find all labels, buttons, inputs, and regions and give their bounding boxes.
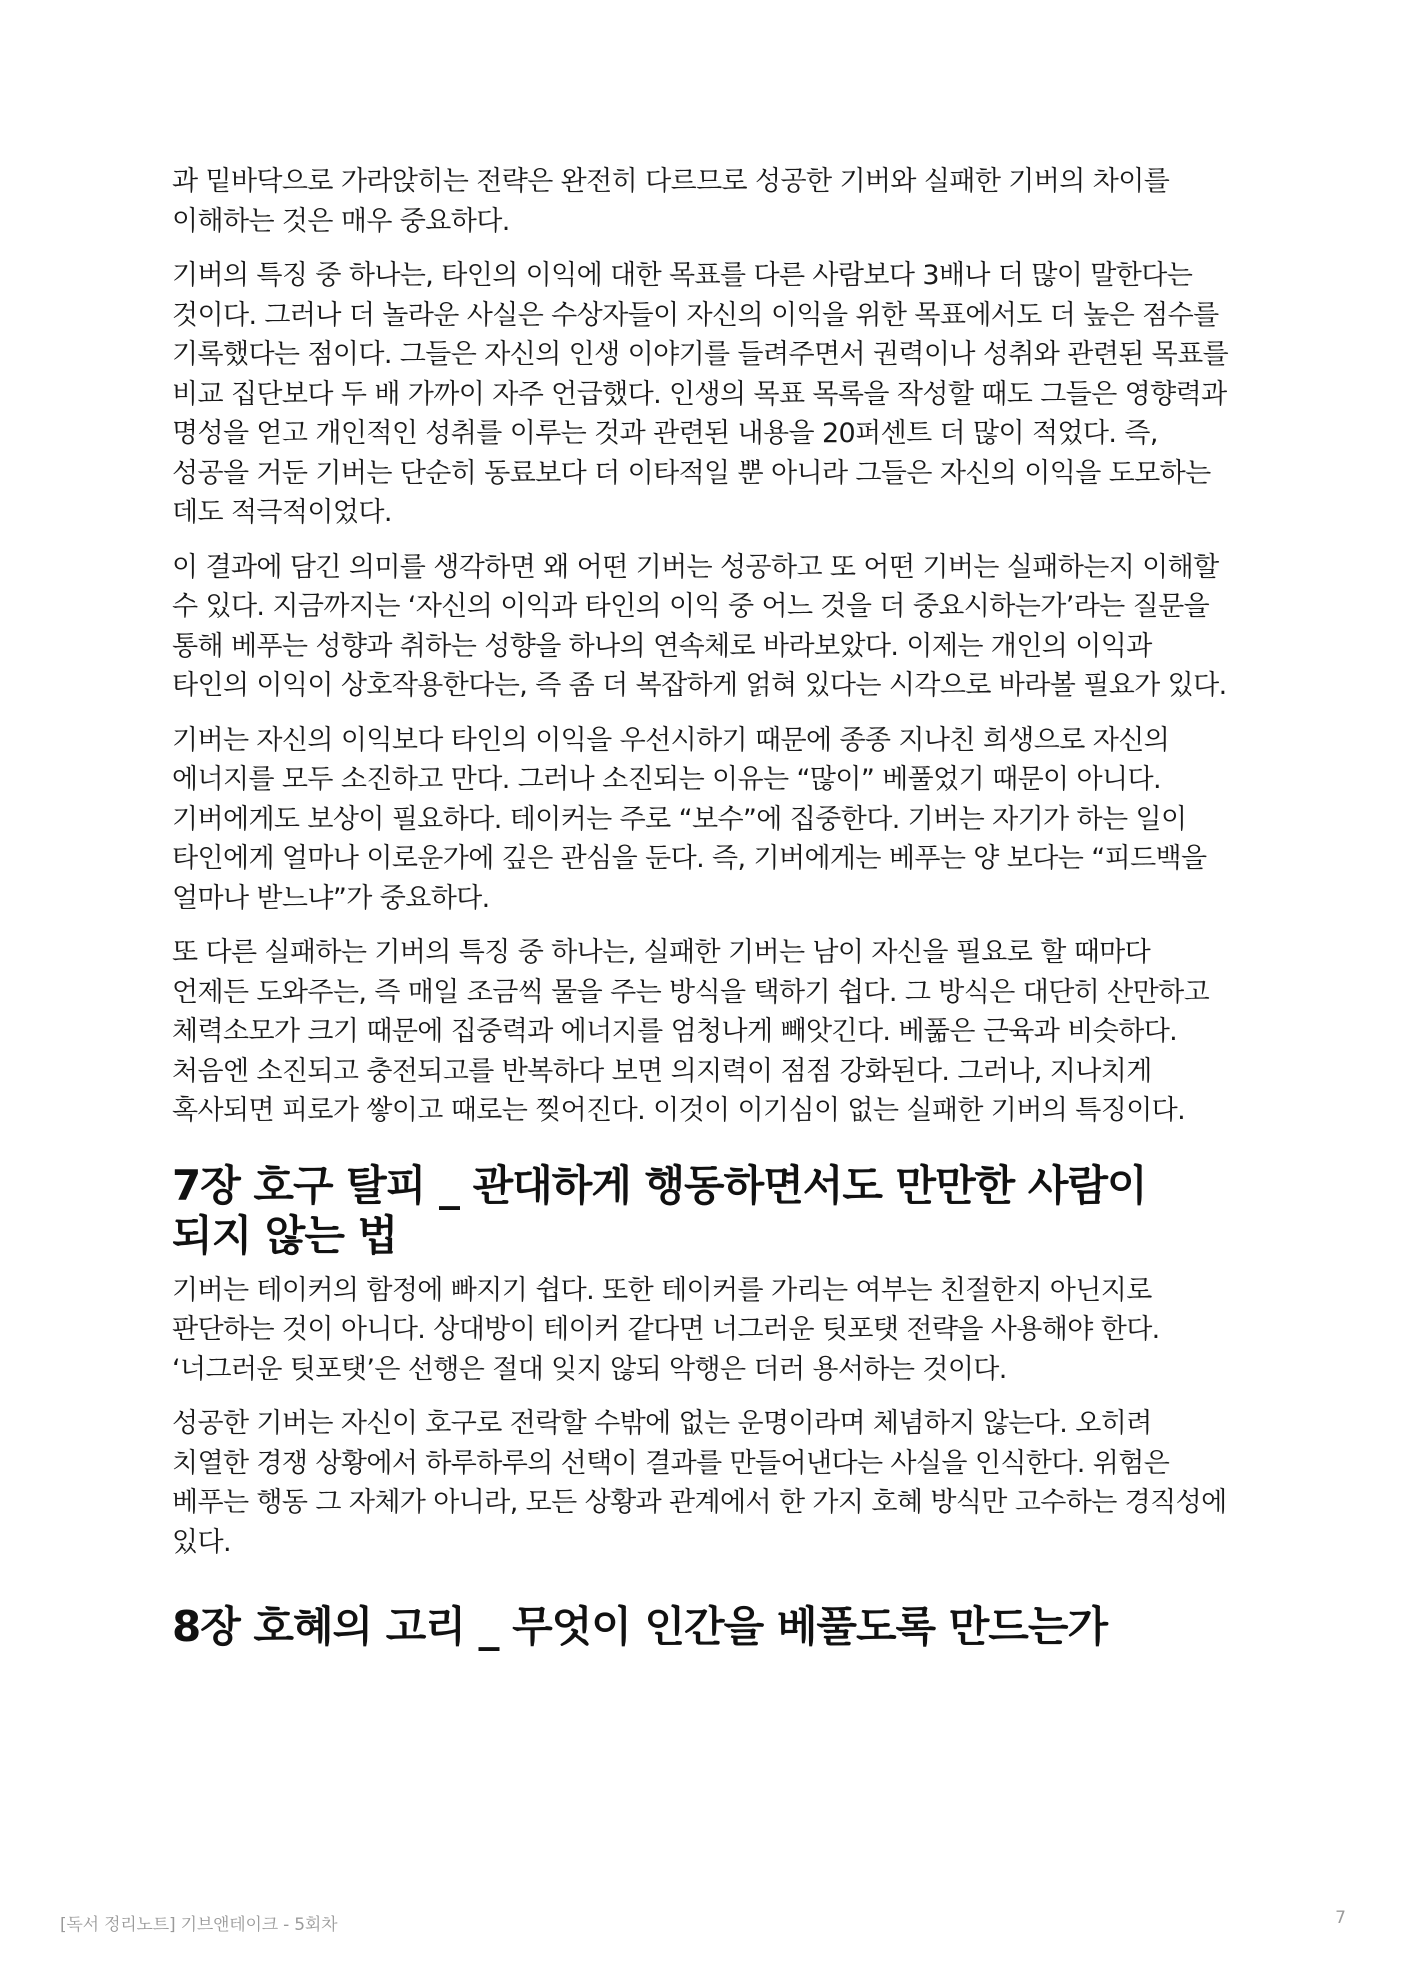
page-number: 7: [1335, 1908, 1346, 1928]
body-paragraph: 기버의 특징 중 하나는, 타인의 이익에 대한 목표를 다른 사람보다 3배나 더 많이 말한다는 것이다. 그러나 더 놀라운 사실은 수상자들이 자신의 이익을 위한 목표에서도 더 높은 점수를 기록했다는 점이다. 그들은 자신의 인생 이야기를 들려주면서 권력이나 성취와 관련된 목표를 비교 집단보다 두 배 가까이 자주 언급했다. 인생의 목표 목록을 작성할 때도 그들은 영향력과 명성을 얻고 개인적인 성취를 이루는 것과 관련된 내용을 20퍼센트 더 많이 적었다. 즉, 성공을 거둔 기버는 단순히 동료보다 더 이타적일 뿐 아니라 그들은 자신의 이익을 도모하는 데도 적극적이었다.: [172, 260, 1229, 528]
document-body: [172, 162, 1232, 1662]
body-paragraph: 과 밑바닥으로 가라앉히는 전략은 완전히 다르므로 성공한 기버와 실패한 기버의 차이를 이해하는 것은 매우 중요하다.: [172, 166, 1170, 237]
body-paragraph: 또 다른 실패하는 기버의 특징 중 하나는, 실패한 기버는 남이 자신을 필요로 할 때마다 언제든 도와주는, 즉 매일 조금씩 물을 주는 방식을 택하기 쉽다. 그 방식은 대단히 산만하고 체력소모가 크기 때문에 집중력과 에너지를 엄청나게 빼앗긴다. 베풂은 근육과 비슷하다. 처음엔 소진되고 충전되고를 반복하다 보면 의지력이 점점 강화된다. 그러나, 지나치게 혹사되면 피로가 쌓이고 때로는 찢어진다. 이것이 이기심이 없는 실패한 기버의 특징이다.: [172, 937, 1210, 1126]
chapter-7-heading: 7장 호구 탈피 _ 관대하게 행동하면서도 만만한 사람이 되지 않는 법: [172, 1160, 1147, 1260]
chapter-7-paragraph: 성공한 기버는 자신이 호구로 전락할 수밖에 없는 운명이라며 체념하지 않는다. 오히려 치열한 경쟁 상황에서 하루하루의 선택이 결과를 만들어낸다는 사실을 인식한다. 위험은 베푸는 행동 그 자체가 아니라, 모든 상황과 관계에서 한 가지 호혜 방식만 고수하는 경직성에 있다.: [172, 1408, 1227, 1558]
body-paragraph: 기버는 자신의 이익보다 타인의 이익을 우선시하기 때문에 종종 지나친 희생으로 자신의 에너지를 모두 소진하고 만다. 그러나 소진되는 이유는 “많이” 베풀었기 때문이 아니다. 기버에게도 보상이 필요하다. 테이커는 주로 “보수”에 집중한다. 기버는 자기가 하는 일이 타인에게 얼마나 이로운가에 깊은 관심을 둔다. 즉, 기버에게는 베푸는 양 보다는 “피드백을 얼마나 받느냐”가 중요하다.: [172, 724, 1207, 914]
chapter-8-heading: 8장 호혜의 고리 _ 무엇이 인간을 베풀도록 만드는가: [172, 1602, 1108, 1651]
body-paragraph: 이 결과에 담긴 의미를 생각하면 왜 어떤 기버는 성공하고 또 어떤 기버는 실패하는지 이해할 수 있다. 지금까지는 ‘자신의 이익과 타인의 이익 중 어느 것을 더 중요시하는가’라는 질문을 통해 베푸는 성향과 취하는 성향을 하나의 연속체로 바라보았다. 이제는 개인의 이익과 타인의 이익이 상호작용한다는, 즉 좀 더 복잡하게 얽혀 있다는 시각으로 바라볼 필요가 있다.: [172, 551, 1227, 701]
footer-document-title: [독서 정리노트] 기브앤테이크 - 5회차: [60, 1915, 338, 1935]
chapter-7-paragraph: 기버는 테이커의 함정에 빠지기 쉽다. 또한 테이커를 가리는 여부는 친절한지 아닌지로 판단하는 것이 아니다. 상대방이 테이커 같다면 너그러운 팃포탯 전략을 사용해야 한다. ‘너그러운 팃포탯’은 선행은 절대 잊지 않되 악행은 더러 용서하는 것이다.: [172, 1274, 1160, 1385]
